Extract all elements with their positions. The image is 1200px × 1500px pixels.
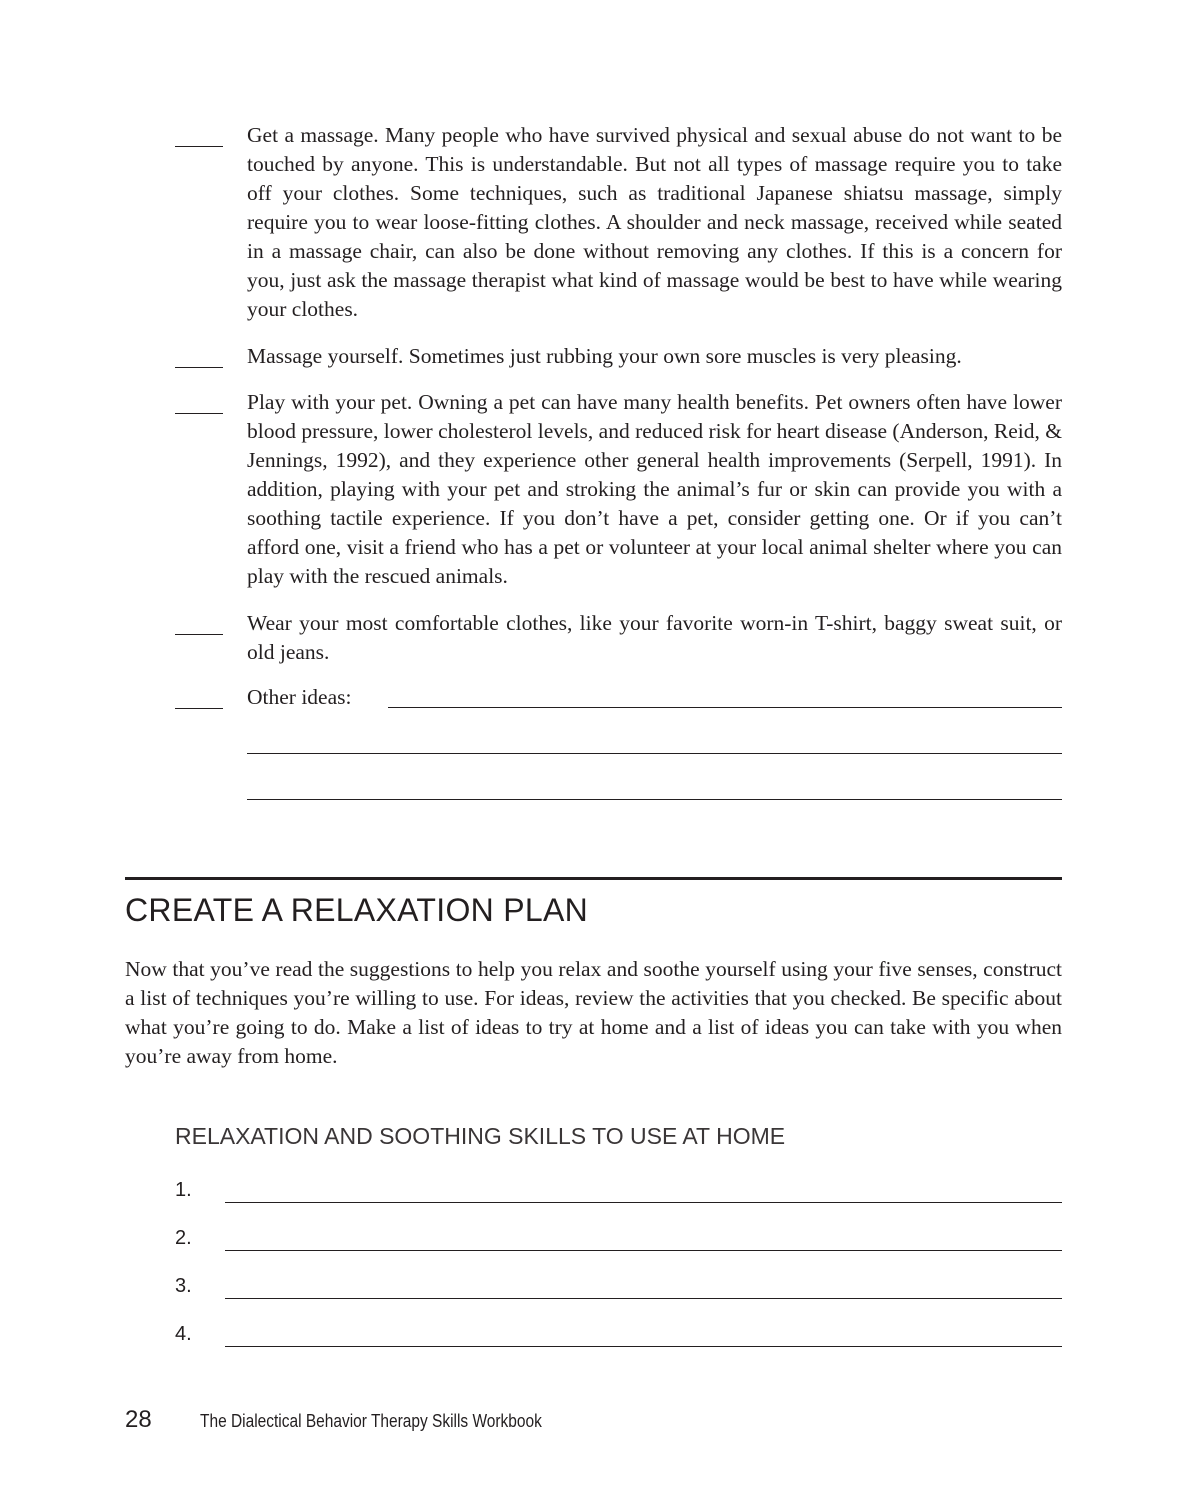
row-number: 2. bbox=[175, 1227, 192, 1249]
intro-paragraph: Now that you’ve read the suggestions to help you relax and soothe yourself using your five senses, construct a list of techniques you’re willing to use. For ideas, review the activities that you checked. Be specific about what you’re going to do. Make a list of ideas to try at home and a list of ideas you can take with you when you’re away from home. bbox=[125, 957, 1062, 1068]
home-list-row bbox=[175, 1320, 1062, 1352]
checkbox-blank[interactable] bbox=[175, 124, 223, 147]
checkbox-blank[interactable] bbox=[175, 391, 223, 414]
home-list-heading: RELAXATION AND SOOTHING SKILLS TO USE AT HOME bbox=[175, 1123, 786, 1149]
row-number: 4. bbox=[175, 1323, 192, 1345]
checklist-item-text: Get a massage. Many people who have survived physical and sexual abuse do not want to be touched by anyone. This is understandable. But not all types of massage require you to take off your clothes. Some techniques, such as traditional Japanese shiatsu massage, simply require you to wear loose-fitting clothes. A shoulder and neck massage, received while seated in a massage chair, can also be done without removing any clothes. If this is a concern for you, just ask the massage therapist what kind of massage would be best to have while wearing your clothes. bbox=[247, 123, 1062, 321]
write-line[interactable] bbox=[225, 1346, 1062, 1347]
checklist-item-massage bbox=[175, 121, 1062, 324]
home-list-row bbox=[175, 1272, 1062, 1304]
write-line[interactable] bbox=[225, 1202, 1062, 1203]
page-number: 28 bbox=[125, 1406, 152, 1433]
checklist-item-pet bbox=[175, 388, 1062, 591]
other-ideas-line-3[interactable] bbox=[247, 799, 1062, 800]
other-ideas-line-2[interactable] bbox=[247, 753, 1062, 754]
checklist-item-text: Massage yourself. Sometimes just rubbing your own sore muscles is very pleasing. bbox=[247, 344, 962, 368]
checkbox-blank[interactable] bbox=[175, 612, 223, 635]
section-divider bbox=[125, 877, 1062, 880]
other-ideas-label: Other ideas: bbox=[247, 685, 352, 709]
checkbox-blank[interactable] bbox=[175, 686, 223, 709]
row-number: 1. bbox=[175, 1179, 192, 1201]
running-footer-title: The Dialectical Behavior Therapy Skills Workbook bbox=[200, 1411, 542, 1431]
checklist-item-clothes bbox=[175, 609, 1062, 667]
home-list-row bbox=[175, 1176, 1062, 1208]
write-line[interactable] bbox=[225, 1298, 1062, 1299]
checklist-item-self-massage bbox=[175, 342, 1062, 371]
write-line[interactable] bbox=[225, 1250, 1062, 1251]
checklist-item-text: Play with your pet. Owning a pet can have many health benefits. Pet owners often have lower blood pressure, lower cholesterol levels, and reduced risk for heart disease (Anderson, Reid, & Jennings, 1992), and they experience other general health improvements (Serpell, 1991). In addition, playing with your pet and stroking the animal’s fur or skin can provide you with a soothing tactile experience. If you don’t have a pet, consider getting one. Or if you can’t afford one, visit a friend who has a pet or volunteer at your local animal shelter where you can play with the rescued animals. bbox=[247, 390, 1062, 588]
other-ideas-line-1[interactable] bbox=[388, 707, 1062, 708]
checklist-item-text: Wear your most comfortable clothes, like your favorite worn-in T-shirt, baggy sweat suit, or old jeans. bbox=[247, 611, 1062, 664]
home-list-row bbox=[175, 1224, 1062, 1256]
section-title: CREATE A RELAXATION PLAN bbox=[125, 892, 589, 928]
checkbox-blank[interactable] bbox=[175, 345, 223, 368]
row-number: 3. bbox=[175, 1275, 192, 1297]
